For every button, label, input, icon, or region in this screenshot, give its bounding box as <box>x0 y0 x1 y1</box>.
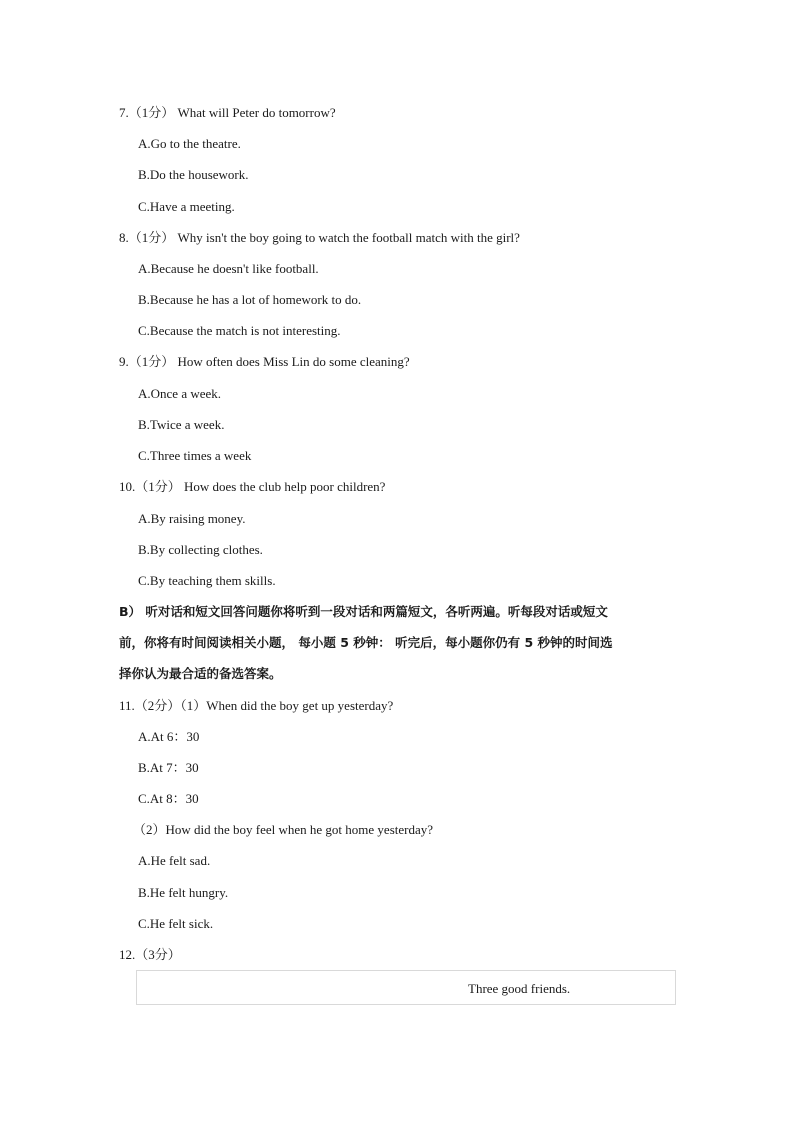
passage-title-box <box>136 970 676 1005</box>
question-9-stem: 9.（1分） How often does Miss Lin do some cleaning? <box>119 354 410 369</box>
question-11-1-option-a: A.At 6：30 <box>138 729 200 744</box>
section-b-instructions-line-3: 择你认为最合适的备选答案。 <box>119 666 282 681</box>
question-10-stem: 10.（1分） How does the club help poor children? <box>119 479 386 494</box>
question-9-option-c: C.Three times a week <box>138 448 252 463</box>
question-11-2-option-a: A.He felt sad. <box>138 853 211 868</box>
question-11-2-option-b: B.He felt hungry. <box>138 885 229 900</box>
question-8-stem: 8.（1分） Why isn't the boy going to watch the football match with the girl? <box>119 230 520 245</box>
question-7-option-b: B.Do the housework. <box>138 167 249 182</box>
question-11-1-option-c: C.At 8：30 <box>138 791 199 806</box>
question-8-option-b: B.Because he has a lot of homework to do. <box>138 292 362 307</box>
question-10-option-a: A.By raising money. <box>138 511 246 526</box>
question-12-stem: 12.（3分） <box>119 947 181 962</box>
question-9-option-b: B.Twice a week. <box>138 417 225 432</box>
question-10-option-b: B.By collecting clothes. <box>138 542 263 557</box>
question-7-stem: 7.（1分） What will Peter do tomorrow? <box>119 105 336 120</box>
question-11-2-option-c: C.He felt sick. <box>138 916 214 931</box>
passage-title: Three good friends. <box>468 981 571 996</box>
question-11-1-option-b: B.At 7：30 <box>138 760 199 775</box>
question-7-option-c: C.Have a meeting. <box>138 199 235 214</box>
question-7-option-a: A.Go to the theatre. <box>138 136 241 151</box>
question-11-stem: 11.（2分）（1）When did the boy get up yesterday? <box>119 698 394 713</box>
question-8-option-a: A.Because he doesn't like football. <box>138 261 319 276</box>
question-8-option-c: C.Because the match is not interesting. <box>138 323 341 338</box>
question-10-option-c: C.By teaching them skills. <box>138 573 276 588</box>
section-b-instructions-line-1: B） 听对话和短文回答问题你将听到一段对话和两篇短文，各听两遍。听每段对话或短文 <box>119 604 608 619</box>
question-11-sub-2-stem: （2）How did the boy feel when he got home yesterday? <box>133 822 434 837</box>
question-9-option-a: A.Once a week. <box>138 386 222 401</box>
section-b-instructions-line-2: 前，你将有时间阅读相关小题， 每小题 5 秒钟： 听完后，每小题你仍有 5 秒钟的时间选 <box>119 635 613 650</box>
